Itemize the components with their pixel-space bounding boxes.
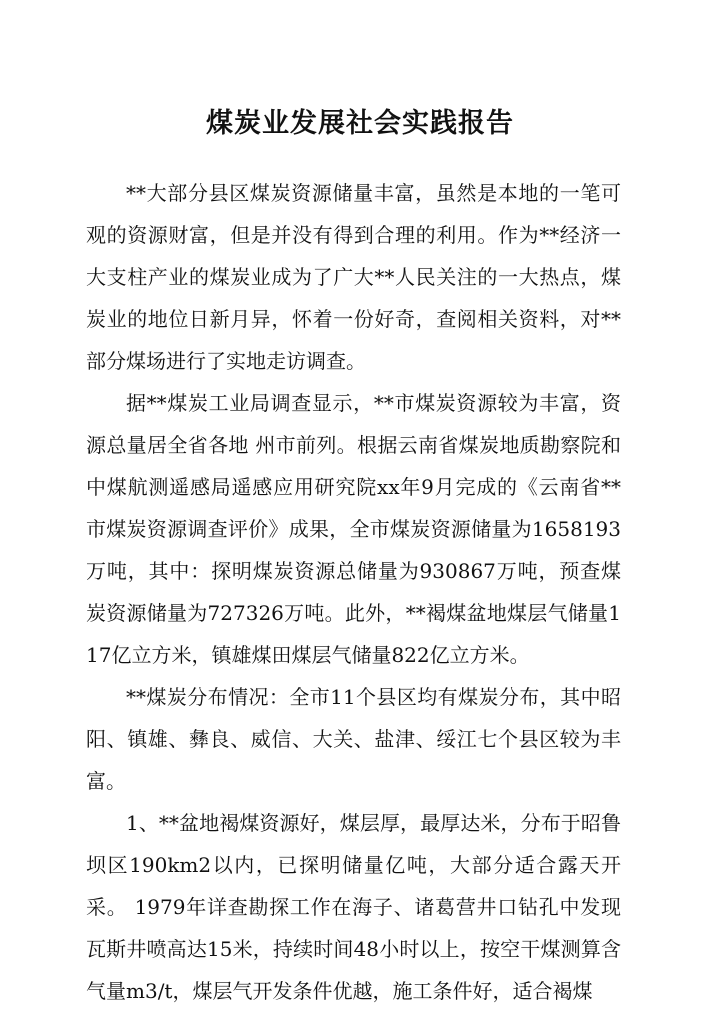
paragraph-distribution: **煤炭分布情况：全市11个县区均有煤炭分布，其中昭阳、镇雄、彝良、威信、大关、盐津、绥江七个县区较为丰富。 <box>86 685 621 793</box>
paragraph-intro: **大部分县区煤炭资源储量丰富，虽然是本地的一笔可观的资源财富，但是并没有得到合理的利用。作为**经济一大支柱产业的煤炭业成为了广大**人民关注的一大热点，煤炭业的地位日新月异，怀着一份好奇，查阅相关资料，对**部分煤场进行了实地走访调查。 <box>86 181 621 373</box>
paragraph-reserves: 据**煤炭工业局调查显示，**市煤炭资源较为丰富，资源总量居全省各地 州市前列。根据云南省煤炭地质勘察院和中煤航测遥感局遥感应用研究院xx年9月完成的《云南省**市煤炭资源调查评价》成果，全市煤炭资源储量为1658193万吨，其中：探明煤炭资源总储量为930867万吨，预查煤炭资源储量为727326万吨。此外，**褐煤盆地煤层气储量117亿立方米，镇雄煤田煤层气储量822亿立方米。 <box>86 391 621 667</box>
document-title: 煤炭业发展社会实践报告 <box>206 108 514 140</box>
paragraph-basin-lignite: 1、**盆地褐煤资源好，煤层厚，最厚达米，分布于昭鲁坝区190km2以内，已探明储量亿吨，大部分适合露天开采。 1979年详查勘探工作在海子、诸葛营井口钻孔中发现瓦斯井喷高达15米，持续时间48小时以上，按空干煤测算含气量m3/t，煤层气开发条件优越，施工条件好，适合褐煤 <box>86 811 621 1003</box>
document-body <box>86 172 621 1012</box>
